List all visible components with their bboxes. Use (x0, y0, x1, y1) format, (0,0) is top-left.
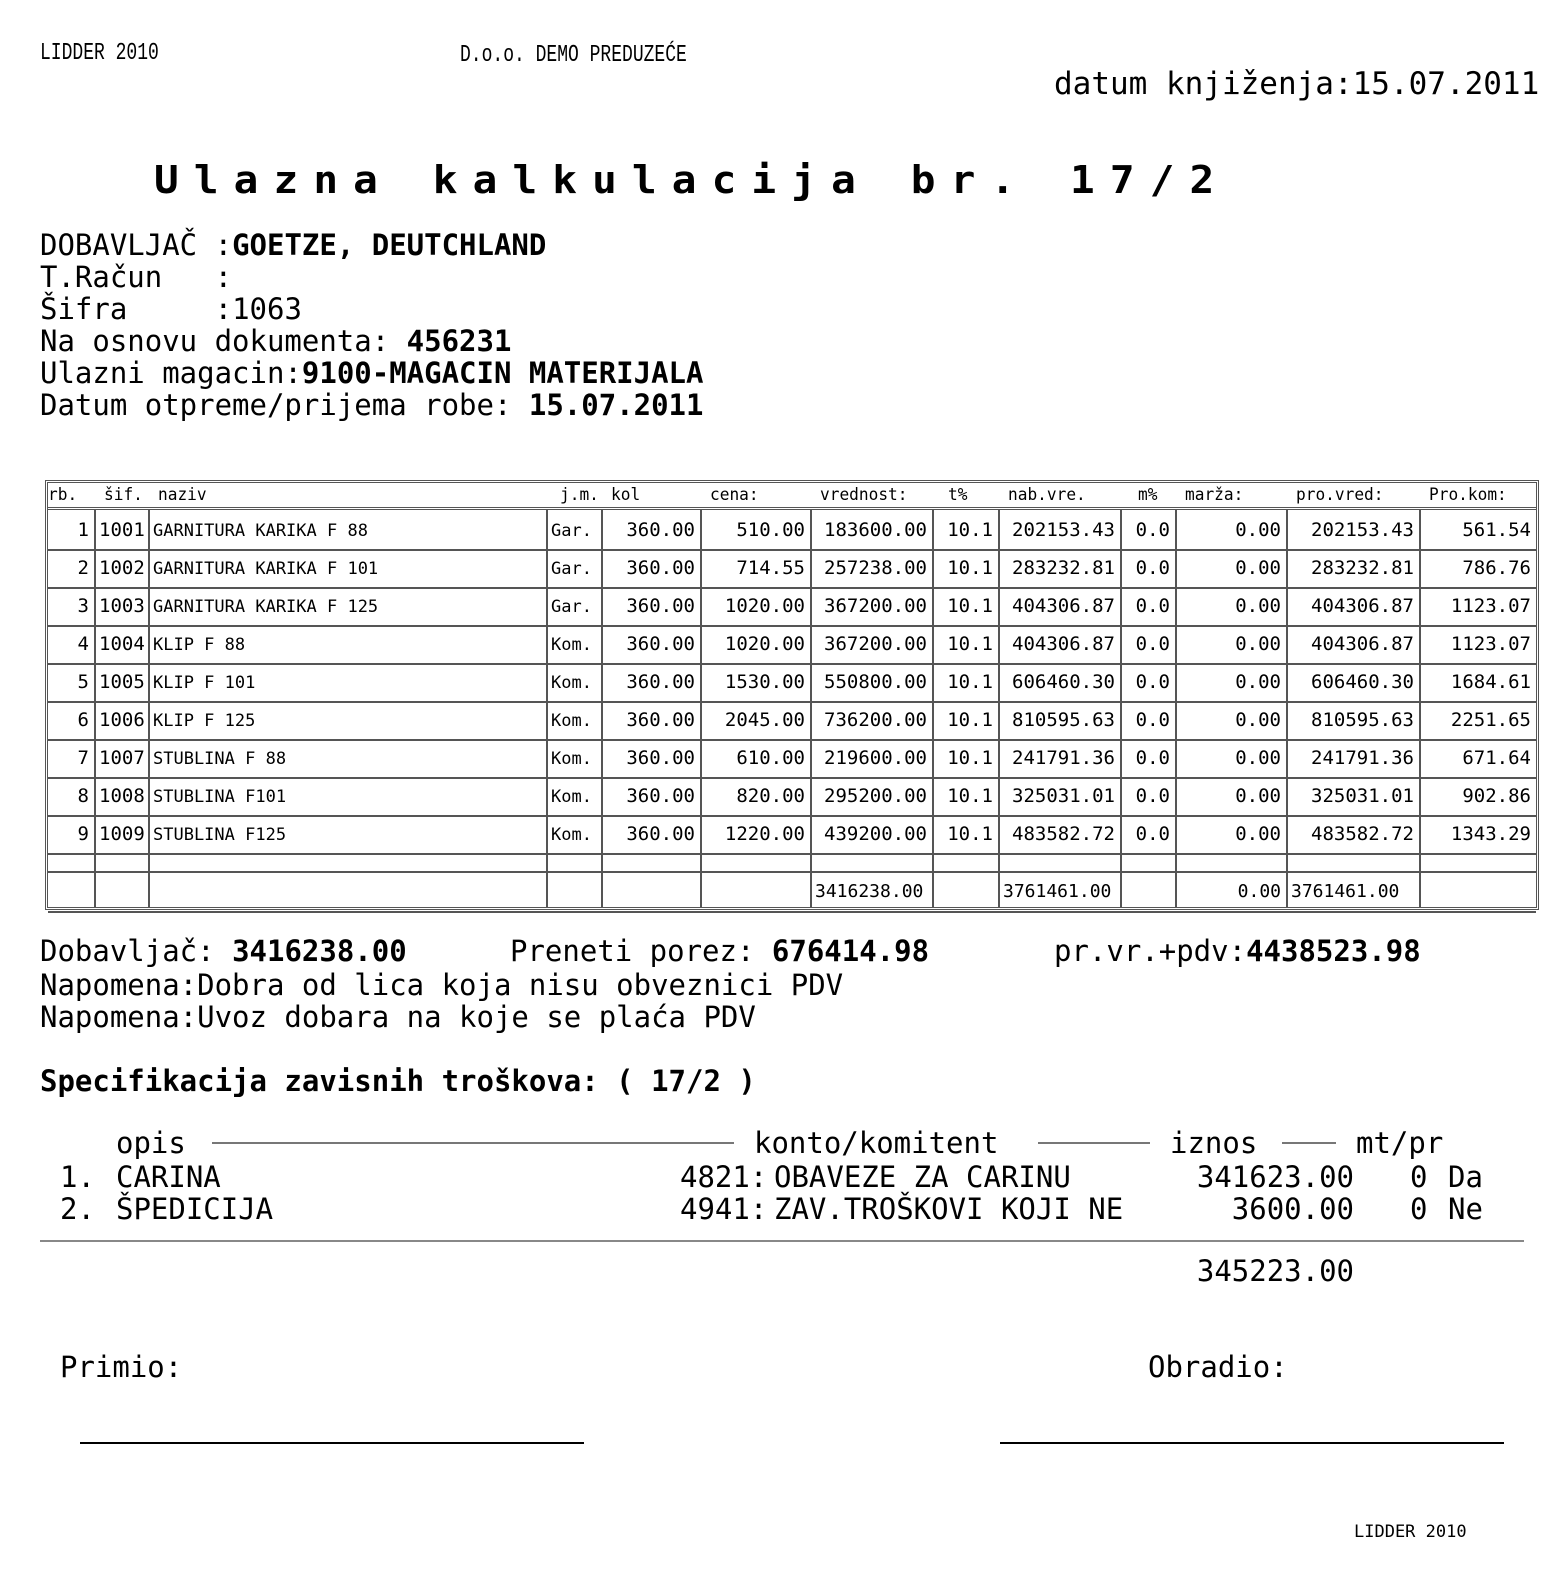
table-cell: 810595.63 (1311, 709, 1414, 731)
table-cell: 810595.63 (1012, 709, 1115, 731)
table-cell: 786.76 (1462, 557, 1531, 579)
pdv-value: 4438523.98 (1246, 934, 1421, 968)
table-cell: 0.0 (1135, 595, 1170, 617)
table-cell: 360.00 (626, 709, 695, 731)
table-cell: KLIP F 101 (153, 673, 256, 693)
table-cell: 241791.36 (1311, 747, 1414, 769)
column-divider (1175, 509, 1177, 907)
table-cell: 3 (77, 595, 89, 617)
table-cell: 1004 (99, 633, 145, 655)
table-cell: 367200.00 (824, 633, 927, 655)
table-cell: 360.00 (626, 671, 695, 693)
table-cell: 257238.00 (824, 557, 927, 579)
row-divider (48, 663, 1536, 665)
table-cell: 1530.00 (724, 671, 805, 693)
table-cell: 606460.30 (1012, 671, 1115, 693)
table-cell: Kom. (551, 711, 592, 731)
table-cell: 10.1 (947, 709, 993, 731)
table-cell: 1343.29 (1450, 823, 1531, 845)
table-cell: 6 (77, 709, 89, 731)
table-cell: 1005 (99, 671, 145, 693)
costs-header-account: konto/komitent (754, 1126, 999, 1160)
column-divider (546, 509, 548, 907)
costs-header-rule (212, 1142, 734, 1144)
cost-row-number: 2. (60, 1192, 95, 1226)
row-divider (48, 739, 1536, 741)
table-cell: 510.00 (736, 519, 805, 541)
column-header: naziv (158, 485, 207, 505)
code-line (40, 292, 302, 326)
column-divider (932, 509, 934, 907)
table-cell: 1684.61 (1450, 671, 1531, 693)
table-cell: 10.1 (947, 519, 993, 541)
table-cell: 1020.00 (724, 595, 805, 617)
pdv-line (1054, 934, 1421, 968)
table-cell: 1 (77, 519, 89, 541)
supplier-label: DOBAVLJAČ : (40, 228, 233, 262)
summary-line (40, 934, 407, 968)
table-cell: 550800.00 (824, 671, 927, 693)
table-cell: 0.00 (1235, 633, 1281, 655)
costs-header-rule (1038, 1142, 1150, 1144)
table-cell: 1001 (99, 519, 145, 541)
cost-row-amount: 341623.00 (1196, 1160, 1354, 1194)
received-signature-line (80, 1442, 584, 1444)
total-cell: 3761461.00 (1291, 881, 1400, 902)
table-cell: 360.00 (626, 633, 695, 655)
table-cell: 0.0 (1135, 785, 1170, 807)
table-cell: 483582.72 (1012, 823, 1115, 845)
column-divider (148, 509, 150, 907)
table-cell: STUBLINA F101 (153, 787, 287, 807)
table-cell: 0.00 (1235, 823, 1281, 845)
table-cell: 241791.36 (1012, 747, 1115, 769)
table-cell: 360.00 (626, 595, 695, 617)
table-cell: Kom. (551, 673, 592, 693)
row-divider (48, 701, 1536, 703)
column-header: m% (1138, 485, 1158, 505)
table-cell: 10.1 (947, 823, 993, 845)
table-cell: 404306.87 (1012, 595, 1115, 617)
column-header: pro.vred: (1296, 485, 1384, 505)
table-cell: 360.00 (626, 519, 695, 541)
document-title: Ulazna kalkulacija br. 17/2 (154, 158, 1230, 202)
footer-app-name: LIDDER 2010 (1354, 1522, 1467, 1542)
table-cell: 2251.65 (1450, 709, 1531, 731)
total-cell: 3416238.00 (815, 881, 924, 902)
column-divider (998, 509, 1000, 907)
table-cell: GARNITURA KARIKA F 88 (153, 521, 368, 541)
table-cell: 483582.72 (1311, 823, 1414, 845)
document-label: Na osnovu dokumenta: (40, 324, 407, 358)
table-cell: 10.1 (947, 671, 993, 693)
row-divider (48, 911, 1536, 913)
table-cell: 0.00 (1235, 519, 1281, 541)
table-cell: 0.00 (1235, 595, 1281, 617)
cost-row-amount: 3600.00 (1231, 1192, 1354, 1226)
table-cell: 0.00 (1235, 671, 1281, 693)
table-cell: 404306.87 (1311, 633, 1414, 655)
account-label: T.Račun : (40, 260, 233, 294)
table-cell: 561.54 (1462, 519, 1531, 541)
cost-row-account: 4941: (680, 1192, 768, 1226)
table-cell: STUBLINA F 88 (153, 749, 287, 769)
supplier-total-label: Dobavljač: (40, 934, 233, 968)
items-table (45, 480, 1539, 910)
costs-header-desc: opis (116, 1126, 186, 1160)
table-cell: GARNITURA KARIKA F 125 (153, 597, 379, 617)
table-cell: 404306.87 (1311, 595, 1414, 617)
column-divider (601, 509, 603, 907)
app-name: LIDDER 2010 (40, 40, 159, 67)
table-cell: 202153.43 (1311, 519, 1414, 541)
supplier-total: 3416238.00 (232, 934, 407, 968)
table-cell: 9 (77, 823, 89, 845)
cost-row-mt: 0 (1410, 1160, 1428, 1194)
cost-row-pr: Ne (1448, 1192, 1483, 1226)
tax-value: 676414.98 (771, 934, 930, 968)
costs-header-amount: iznos (1170, 1126, 1258, 1160)
table-cell: 0.0 (1135, 633, 1170, 655)
column-divider (810, 509, 812, 907)
table-cell: 2 (77, 557, 89, 579)
table-cell: STUBLINA F125 (153, 825, 287, 845)
column-header: vrednost: (820, 485, 908, 505)
posting-date-label: datum knjiženja: (1054, 66, 1353, 102)
column-divider (1286, 509, 1288, 907)
header-rule (48, 507, 1536, 510)
column-divider (1419, 509, 1421, 907)
cost-row-desc: CARINA (116, 1160, 221, 1194)
table-cell: 325031.01 (1311, 785, 1414, 807)
cost-row-account-name: OBAVEZE ZA CARINU (774, 1160, 1071, 1194)
table-cell: 610.00 (736, 747, 805, 769)
code-value: 1063 (232, 292, 302, 326)
table-cell: 0.0 (1135, 823, 1170, 845)
column-header: rb. (48, 485, 78, 505)
table-cell: 1002 (99, 557, 145, 579)
column-header: cena: (710, 485, 759, 505)
column-header: t% (948, 485, 968, 505)
table-cell: 360.00 (626, 823, 695, 845)
total-cell: 3761461.00 (1003, 881, 1112, 902)
document-line (40, 324, 511, 358)
table-cell: 606460.30 (1311, 671, 1414, 693)
table-cell: 0.0 (1135, 709, 1170, 731)
table-cell: 360.00 (626, 747, 695, 769)
table-cell: 219600.00 (824, 747, 927, 769)
warehouse-line (40, 356, 703, 390)
table-cell: 902.86 (1462, 785, 1531, 807)
cost-row-number: 1. (60, 1160, 95, 1194)
row-divider (48, 625, 1536, 627)
table-cell: 1008 (99, 785, 145, 807)
document-value: 456231 (406, 324, 512, 358)
table-cell: Kom. (551, 825, 592, 845)
table-cell: 1006 (99, 709, 145, 731)
ship-date-line (40, 388, 703, 422)
note-2: Napomena:Uvoz dobara na koje se plaća PDV (40, 1000, 756, 1034)
pdv-label: pr.vr.+pdv: (1054, 934, 1247, 968)
supplier-line (40, 228, 546, 262)
table-cell: 8 (77, 785, 89, 807)
column-divider (1120, 509, 1122, 907)
table-cell: 736200.00 (824, 709, 927, 731)
column-header: marža: (1185, 485, 1244, 505)
table-cell: 10.1 (947, 633, 993, 655)
company-name: D.o.o. DEMO PREDUZEĆE (460, 42, 687, 69)
account-line (40, 260, 232, 294)
column-header: j.m. (560, 485, 599, 505)
processed-signature-line (1000, 1442, 1504, 1444)
row-divider (48, 777, 1536, 779)
row-divider (48, 815, 1536, 817)
costs-header-rule (1282, 1142, 1336, 1144)
table-cell: KLIP F 125 (153, 711, 256, 731)
table-cell: 0.0 (1135, 671, 1170, 693)
table-cell: 2045.00 (724, 709, 805, 731)
table-cell: 0.00 (1235, 785, 1281, 807)
table-cell: Kom. (551, 749, 592, 769)
table-cell: 0.00 (1235, 747, 1281, 769)
cost-row-mt: 0 (1410, 1192, 1428, 1226)
costs-title: Specifikacija zavisnih troškova: ( 17/2 ) (40, 1064, 756, 1098)
table-cell: 0.00 (1235, 557, 1281, 579)
costs-header-mtpr: mt/pr (1356, 1126, 1444, 1160)
table-cell: 1123.07 (1450, 595, 1531, 617)
note-1: Napomena:Dobra od lica koja nisu obveznici PDV (40, 968, 844, 1002)
table-cell: Gar. (551, 597, 592, 617)
ship-date-value: 15.07.2011 (528, 388, 704, 422)
table-cell: 1003 (99, 595, 145, 617)
received-label: Primio: (60, 1350, 183, 1384)
table-cell: 1007 (99, 747, 145, 769)
cost-row-account: 4821: (680, 1160, 768, 1194)
processed-label: Obradio: (1148, 1350, 1288, 1384)
row-divider (48, 587, 1536, 589)
table-cell: 10.1 (947, 557, 993, 579)
table-cell: 671.64 (1462, 747, 1531, 769)
table-cell: 1009 (99, 823, 145, 845)
table-cell: 0.00 (1235, 709, 1281, 731)
table-cell: 1220.00 (724, 823, 805, 845)
table-cell: 7 (77, 747, 89, 769)
costs-divider (40, 1240, 1524, 1242)
table-cell: 10.1 (947, 785, 993, 807)
table-cell: 0.0 (1135, 557, 1170, 579)
column-header: nab.vre. (1008, 485, 1086, 505)
table-cell: 714.55 (736, 557, 805, 579)
cost-row-account-name: ZAV.TROŠKOVI KOJI NE (774, 1192, 1124, 1226)
table-cell: Gar. (551, 521, 592, 541)
table-cell: 183600.00 (824, 519, 927, 541)
table-cell: 360.00 (626, 785, 695, 807)
table-cell: 10.1 (947, 595, 993, 617)
table-cell: 360.00 (626, 557, 695, 579)
table-cell: 820.00 (736, 785, 805, 807)
warehouse-value: 9100-MAGACIN MATERIJALA (301, 356, 704, 390)
row-divider (48, 549, 1536, 551)
table-cell: 4 (77, 633, 89, 655)
tax-label: Preneti porez: (510, 934, 772, 968)
cost-row-desc: ŠPEDICIJA (116, 1192, 274, 1226)
table-cell: 439200.00 (824, 823, 927, 845)
table-cell: 325031.01 (1012, 785, 1115, 807)
cost-row-pr: Da (1448, 1160, 1483, 1194)
row-divider (48, 871, 1536, 873)
table-cell: 0.0 (1135, 747, 1170, 769)
costs-total: 345223.00 (1196, 1254, 1354, 1288)
table-cell: 367200.00 (824, 595, 927, 617)
supplier-value: GOETZE, DEUTCHLAND (232, 228, 547, 262)
column-divider (700, 509, 702, 907)
posting-date (1054, 66, 1539, 102)
table-cell: 295200.00 (824, 785, 927, 807)
table-cell: KLIP F 88 (153, 635, 246, 655)
table-cell: 10.1 (947, 747, 993, 769)
table-cell: Kom. (551, 635, 592, 655)
column-header: šif. (104, 485, 143, 505)
row-divider (48, 853, 1536, 855)
table-cell: 1123.07 (1450, 633, 1531, 655)
table-cell: GARNITURA KARIKA F 101 (153, 559, 379, 579)
posting-date-value: 15.07.2011 (1352, 66, 1540, 102)
code-label: Šifra : (40, 292, 233, 326)
table-cell: 0.0 (1135, 519, 1170, 541)
total-cell: 0.00 (1237, 881, 1281, 902)
table-cell: Kom. (551, 787, 592, 807)
table-cell: 202153.43 (1012, 519, 1115, 541)
table-cell: 283232.81 (1012, 557, 1115, 579)
ship-date-label: Datum otpreme/prijema robe: (40, 388, 529, 422)
column-header: Pro.kom: (1429, 485, 1507, 505)
warehouse-label: Ulazni magacin: (40, 356, 302, 390)
column-header: kol (611, 485, 641, 505)
table-cell: 5 (77, 671, 89, 693)
table-cell: 404306.87 (1012, 633, 1115, 655)
tax-line (510, 934, 929, 968)
table-cell: Gar. (551, 559, 592, 579)
table-cell: 1020.00 (724, 633, 805, 655)
column-divider (94, 509, 96, 907)
table-cell: 283232.81 (1311, 557, 1414, 579)
